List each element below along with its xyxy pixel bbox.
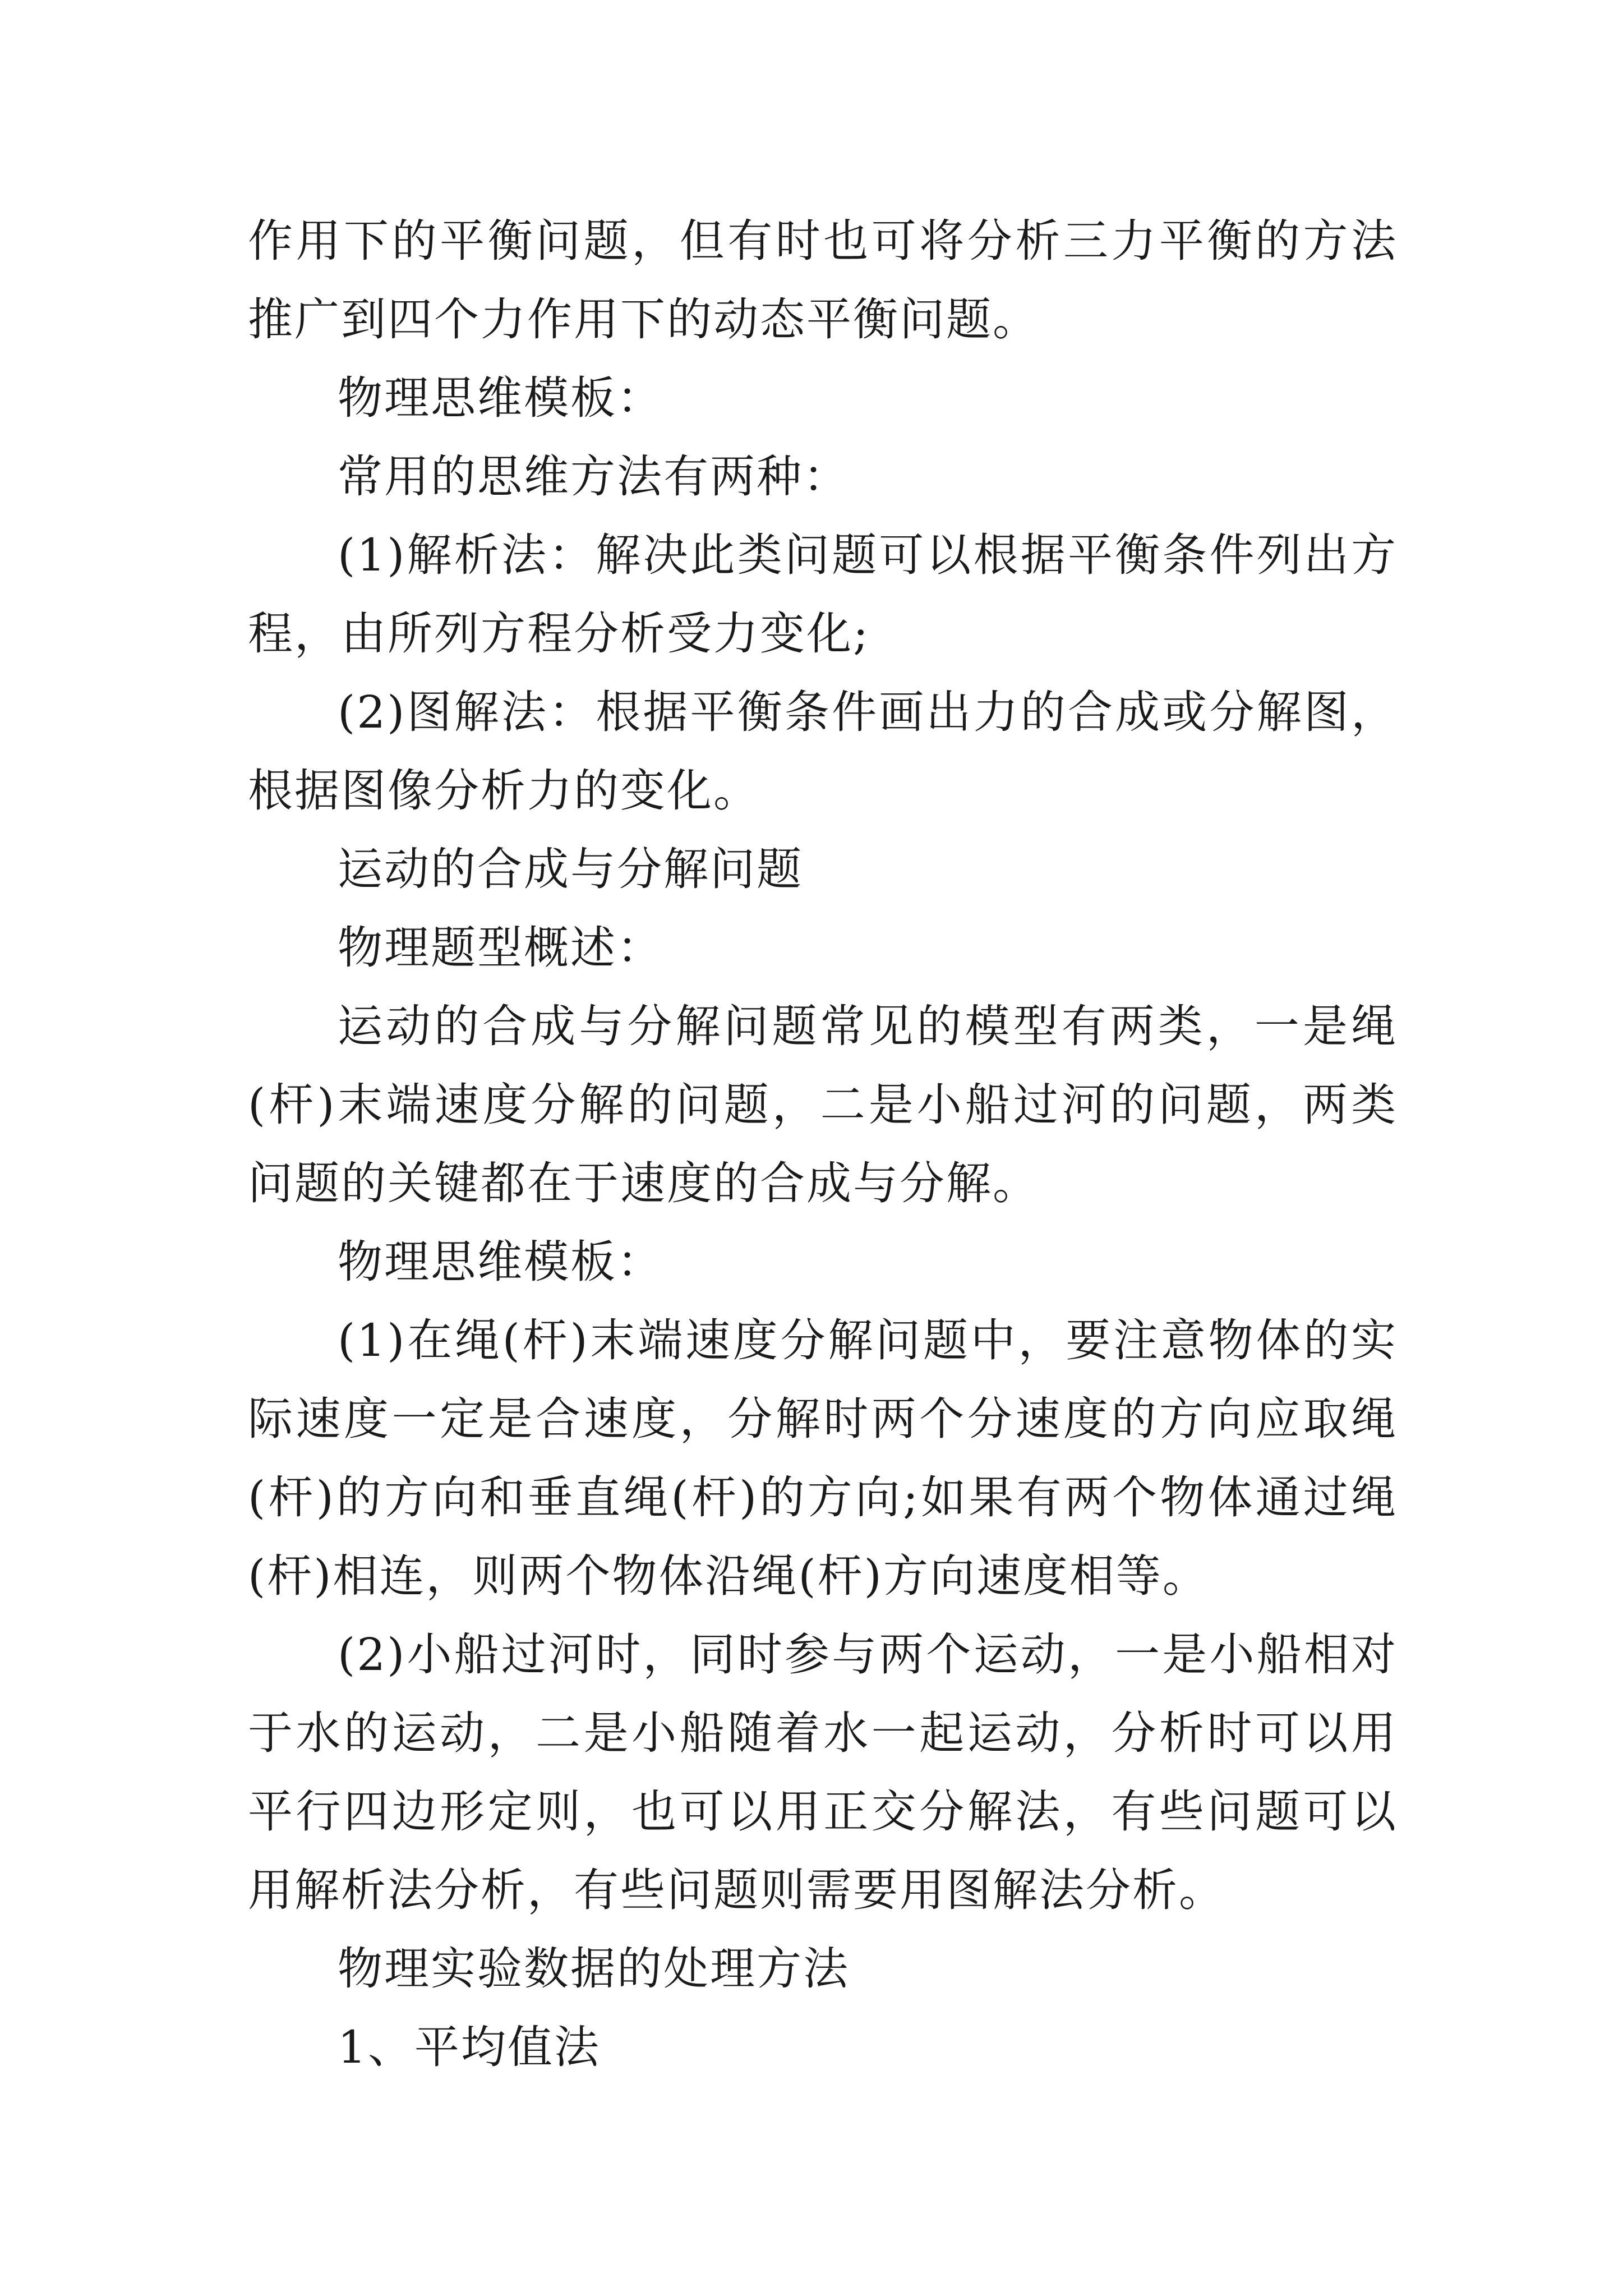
paragraph-boat-crossing: (2)小船过河时，同时参与两个运动，一是小船相对于水的运动，二是小船随着水一起运动，分析时可以用平行四边形定则，也可以用正交分解法，有些问题可以用解析法分析，有些问题则需要用图解法分析。 — [248, 1628, 1398, 1916]
paragraph-rope-rod: (1)在绳(杆)末端速度分解问题中，要注意物体的实际速度一定是合速度，分解时两个分速度的方向应取绳(杆)的方向和垂直绳(杆)的方向;如果有两个物体通过绳(杆)相连，则两个物体沿绳(杆)方向速度相等。 — [248, 1314, 1398, 1602]
paragraph-methods-intro: 常用的思维方法有两种： — [338, 450, 850, 503]
paragraph-analytic-method: (1)解析法：解决此类问题可以根据平衡条件列出方程，由所列方程分析受力变化; — [248, 529, 1398, 660]
list-item-average-method: 1、平均值法 — [338, 2021, 601, 2073]
paragraph-continuation: 作用下的平衡问题，但有时也可将分析三力平衡的方法推广到四个力作用下的动态平衡问题。 — [248, 215, 1398, 346]
paragraph-graphic-method: (2)图解法：根据平衡条件画出力的合成或分解图，根据图像分析力的变化。 — [248, 686, 1398, 817]
document-body — [248, 202, 1398, 2087]
subheading-thinking-template-2: 物理思维模板： — [338, 1236, 663, 1288]
section-heading-data-processing: 物理实验数据的处理方法 — [338, 1943, 850, 1995]
paragraph-motion-overview: 运动的合成与分解问题常见的模型有两类，一是绳(杆)末端速度分解的问题，二是小船过河的问题，两类问题的关键都在于速度的合成与分解。 — [248, 1000, 1398, 1209]
subheading-problem-overview: 物理题型概述： — [338, 922, 663, 974]
section-heading-motion: 运动的合成与分解问题 — [338, 843, 803, 895]
subheading-thinking-template: 物理思维模板： — [338, 372, 663, 424]
